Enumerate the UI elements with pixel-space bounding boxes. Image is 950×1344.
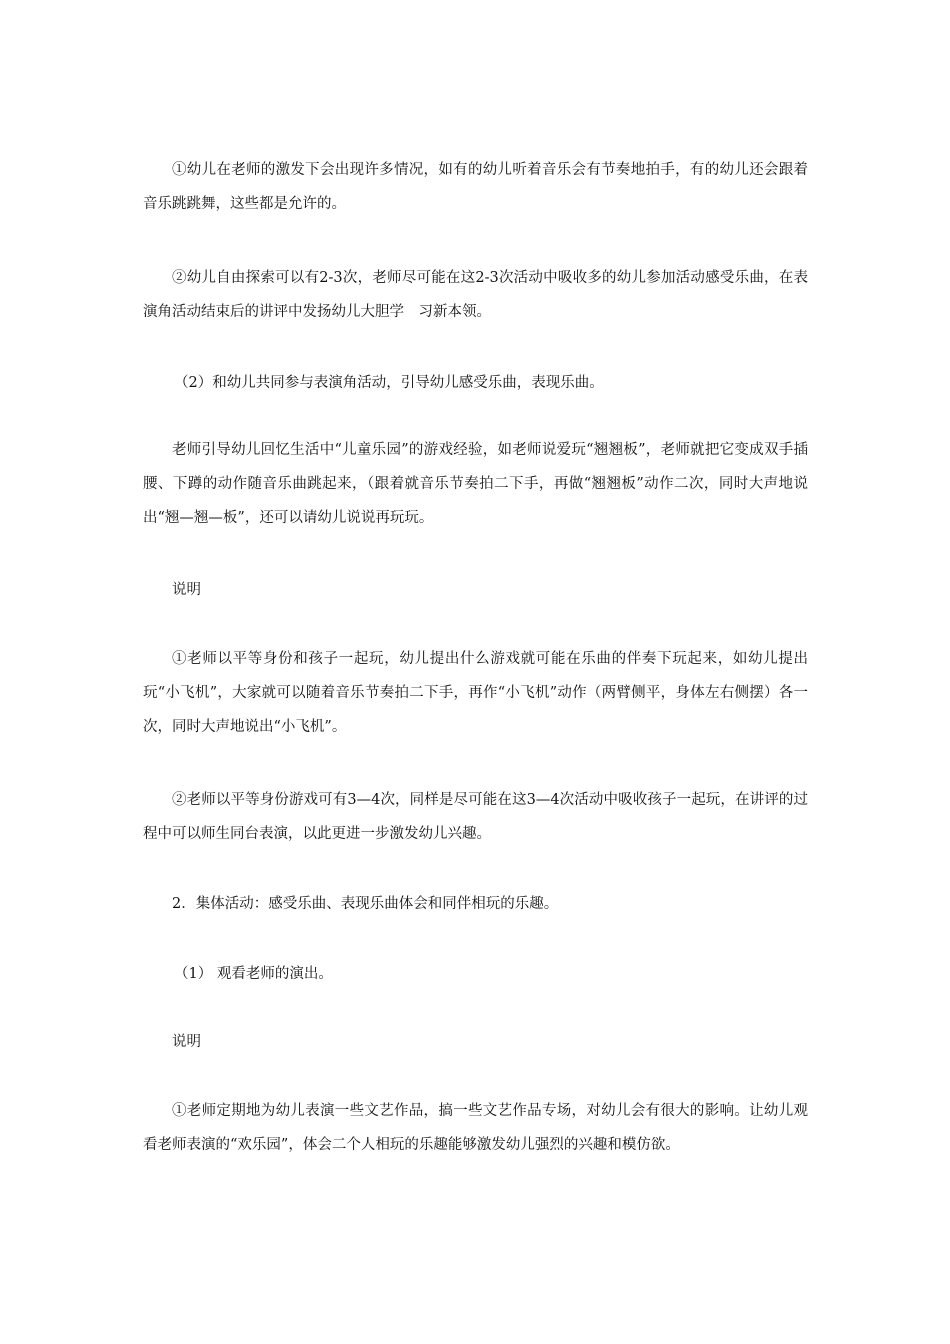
paragraph-observation-1: ①幼儿在老师的激发下会出现许多情况，如有的幼儿听着音乐会有节奏地拍手，有的幼儿还会跟着音乐跳跳舞，这些都是允许的。 — [143, 162, 808, 212]
paragraph-heading-explanation: 说明 — [172, 582, 201, 598]
paragraph-exploration-2: ②幼儿自由探索可以有2-3次，老师尽可能在这2-3次活动中吸收多的幼儿参加活动感受乐曲，在表演角活动结束后的讲评中发扬幼儿大胆学 习新本领。 — [143, 270, 808, 320]
paragraph-heading-explanation-2: 说明 — [172, 1034, 201, 1050]
paragraph-teacher-guidance: 老师引导幼儿回忆生活中“儿童乐园”的游戏经验，如老师说爱玩“翘翘板”，老师就把它变成双手插腰、下蹲的动作随音乐曲跳起来，（跟着就音乐节奏拍二下手，再做“翘翘板”动作二次，同时大声地说出“翘—翘—板”，还可以请幼儿说说再玩玩。 — [143, 442, 808, 526]
paragraph-equal-play-1: ①老师以平等身份和孩子一起玩，幼儿提出什么游戏就可能在乐曲的伴奏下玩起来，如幼儿提出玩“小飞机”，大家就可以随着音乐节奏拍二下手，再作“小飞机”动作（两臂侧平，身体左右侧摆）各一次，同时大声地说出“小飞机”。 — [143, 651, 808, 735]
paragraph-equal-play-2: ②老师以平等身份游戏可有3—4次，同样是尽可能在这3—4次活动中吸收孩子一起玩，在讲评的过程中可以师生同台表演，以此更进一步激发幼儿兴趣。 — [143, 792, 808, 842]
paragraph-group-activity: 2．集体活动：感受乐曲、表现乐曲体会和同伴相玩的乐趣。 — [172, 896, 559, 912]
paragraph-teacher-performance: ①老师定期地为幼儿表演一些文艺作品，搞一些文艺作品专场，对幼儿会有很大的影响。让幼儿观看老师表演的“欢乐园”，体会二个人相玩的乐趣能够激发幼儿强烈的兴趣和模仿欲。 — [143, 1103, 808, 1153]
paragraph-watch-performance: （1） 观看老师的演出。 — [174, 966, 333, 982]
paragraph-step-2: （2）和幼儿共同参与表演角活动，引导幼儿感受乐曲，表现乐曲。 — [174, 375, 604, 391]
